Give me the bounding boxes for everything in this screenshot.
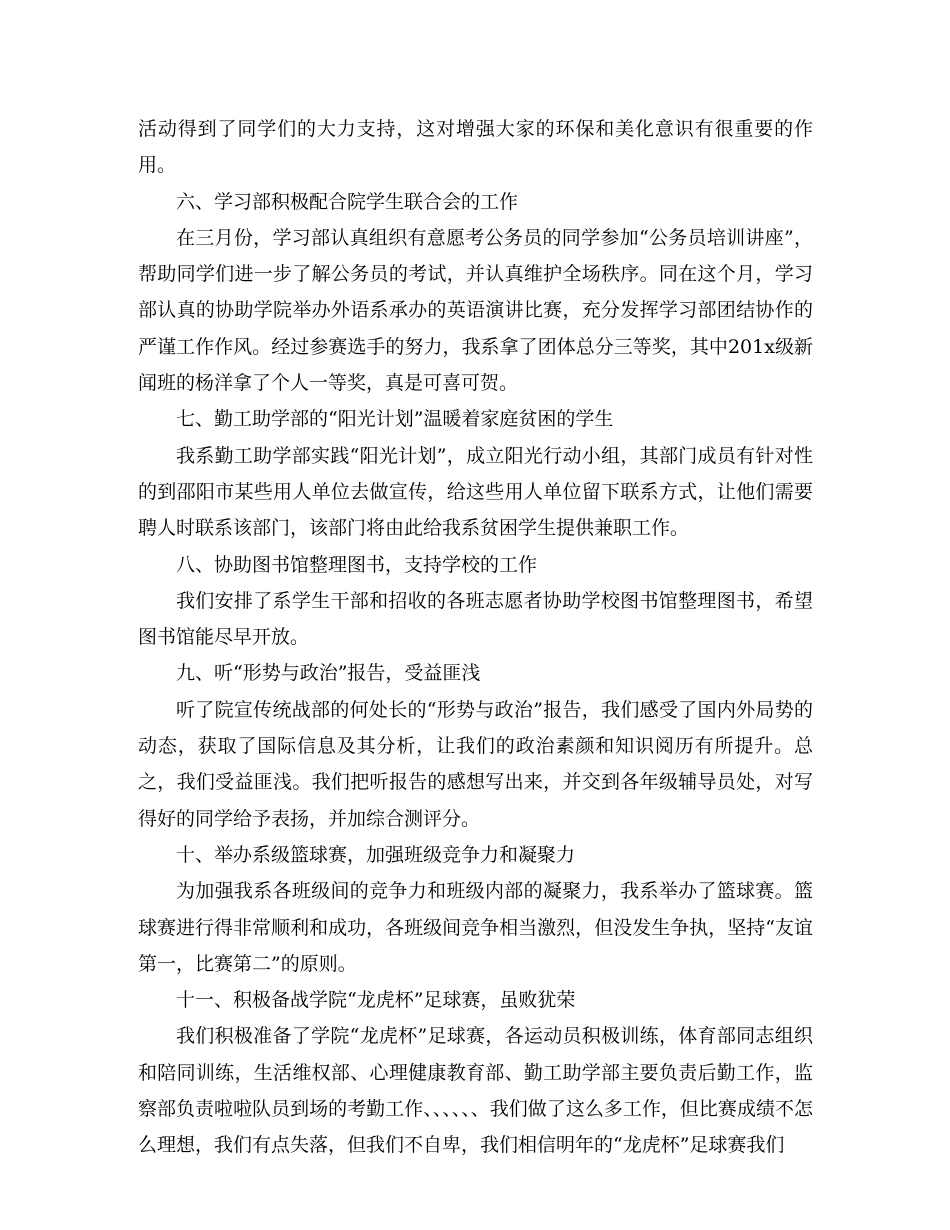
paragraph-report: 听了院宣传统战部的何处长的“形势与政治”报告，我们感受了国内外局势的动态，获取了国际信息及其分析，让我们的政治素颜和知识阅历有所提升。总之，我们受益匪浅。我们把听报告的感想写出来，并交到各年级辅导员处，对写得好的同学给予表扬，并加综合测评分。 <box>138 698 813 830</box>
document-body <box>138 111 813 1164</box>
section-heading-7: 七、勤工助学部的“阳光计划”温暖着家庭贫困的学生 <box>176 408 614 431</box>
paragraph-library: 我们安排了系学生干部和招收的各班志愿者协助学校图书馆整理图书，希望图书馆能尽早开放。 <box>138 589 813 649</box>
section-heading-6: 六、学习部积极配合院学生联合会的工作 <box>176 190 519 213</box>
paragraph-continuation: 活动得到了同学们的大力支持，这对增强大家的环保和美化意识有很重要的作用。 <box>138 118 813 177</box>
section-heading-8: 八、协助图书馆整理图书，支持学校的工作 <box>176 553 538 576</box>
paragraph-football: 我们积极准备了学院“龙虎杯”足球赛，各运动员积极训练，体育部同志组织和陪同训练，生活维权部、心理健康教育部、勤工助学部主要负责后勤工作，监察部负责啦啦队员到场的考勤工作、、、、、、我们做了这么多工作，但比赛成绩不怎么理想，我们有点失落，但我们不自卑，我们相信明年的“龙虎杯”足球赛我们 <box>138 1025 813 1157</box>
paragraph-basketball: 为加强我系各班级间的竞争力和班级内部的凝聚力，我系举办了篮球赛。篮球赛进行得非常顺利和成功，各班级间竞争相当激烈，但没发生争执，坚持“友谊第一，比赛第二”的原则。 <box>138 880 813 975</box>
section-heading-10: 十、举办系级篮球赛，加强班级竞争力和凝聚力 <box>176 843 576 866</box>
paragraph-study-dept: 在三月份，学习部认真组织有意愿考公务员的同学参加“公务员培训讲座”，帮助同学们进一步了解公务员的考试，并认真维护全场秩序。同在这个月，学习部认真的协助学院举办外语系承办的英语演讲比赛，充分发挥学习部团结协作的严谨工作作风。经过参赛选手的努力，我系拿了团体总分三等奖，其中201x级新闻班的杨洋拿了个人一等奖，真是可喜可贺。 <box>138 226 813 395</box>
section-heading-11: 十一、积极备战学院“龙虎杯”足球赛，虽败犹荣 <box>176 989 576 1012</box>
section-heading-9: 九、听“形势与政治”报告，受益匪浅 <box>176 662 481 685</box>
paragraph-sunshine-plan: 我系勤工助学部实践“阳光计划”，成立阳光行动小组，其部门成员有针对性的到邵阳市某些用人单位去做宣传，给这些用人单位留下联系方式，让他们需要聘人时联系该部门，该部门将由此给我系贫困学生提供兼职工作。 <box>138 444 813 540</box>
